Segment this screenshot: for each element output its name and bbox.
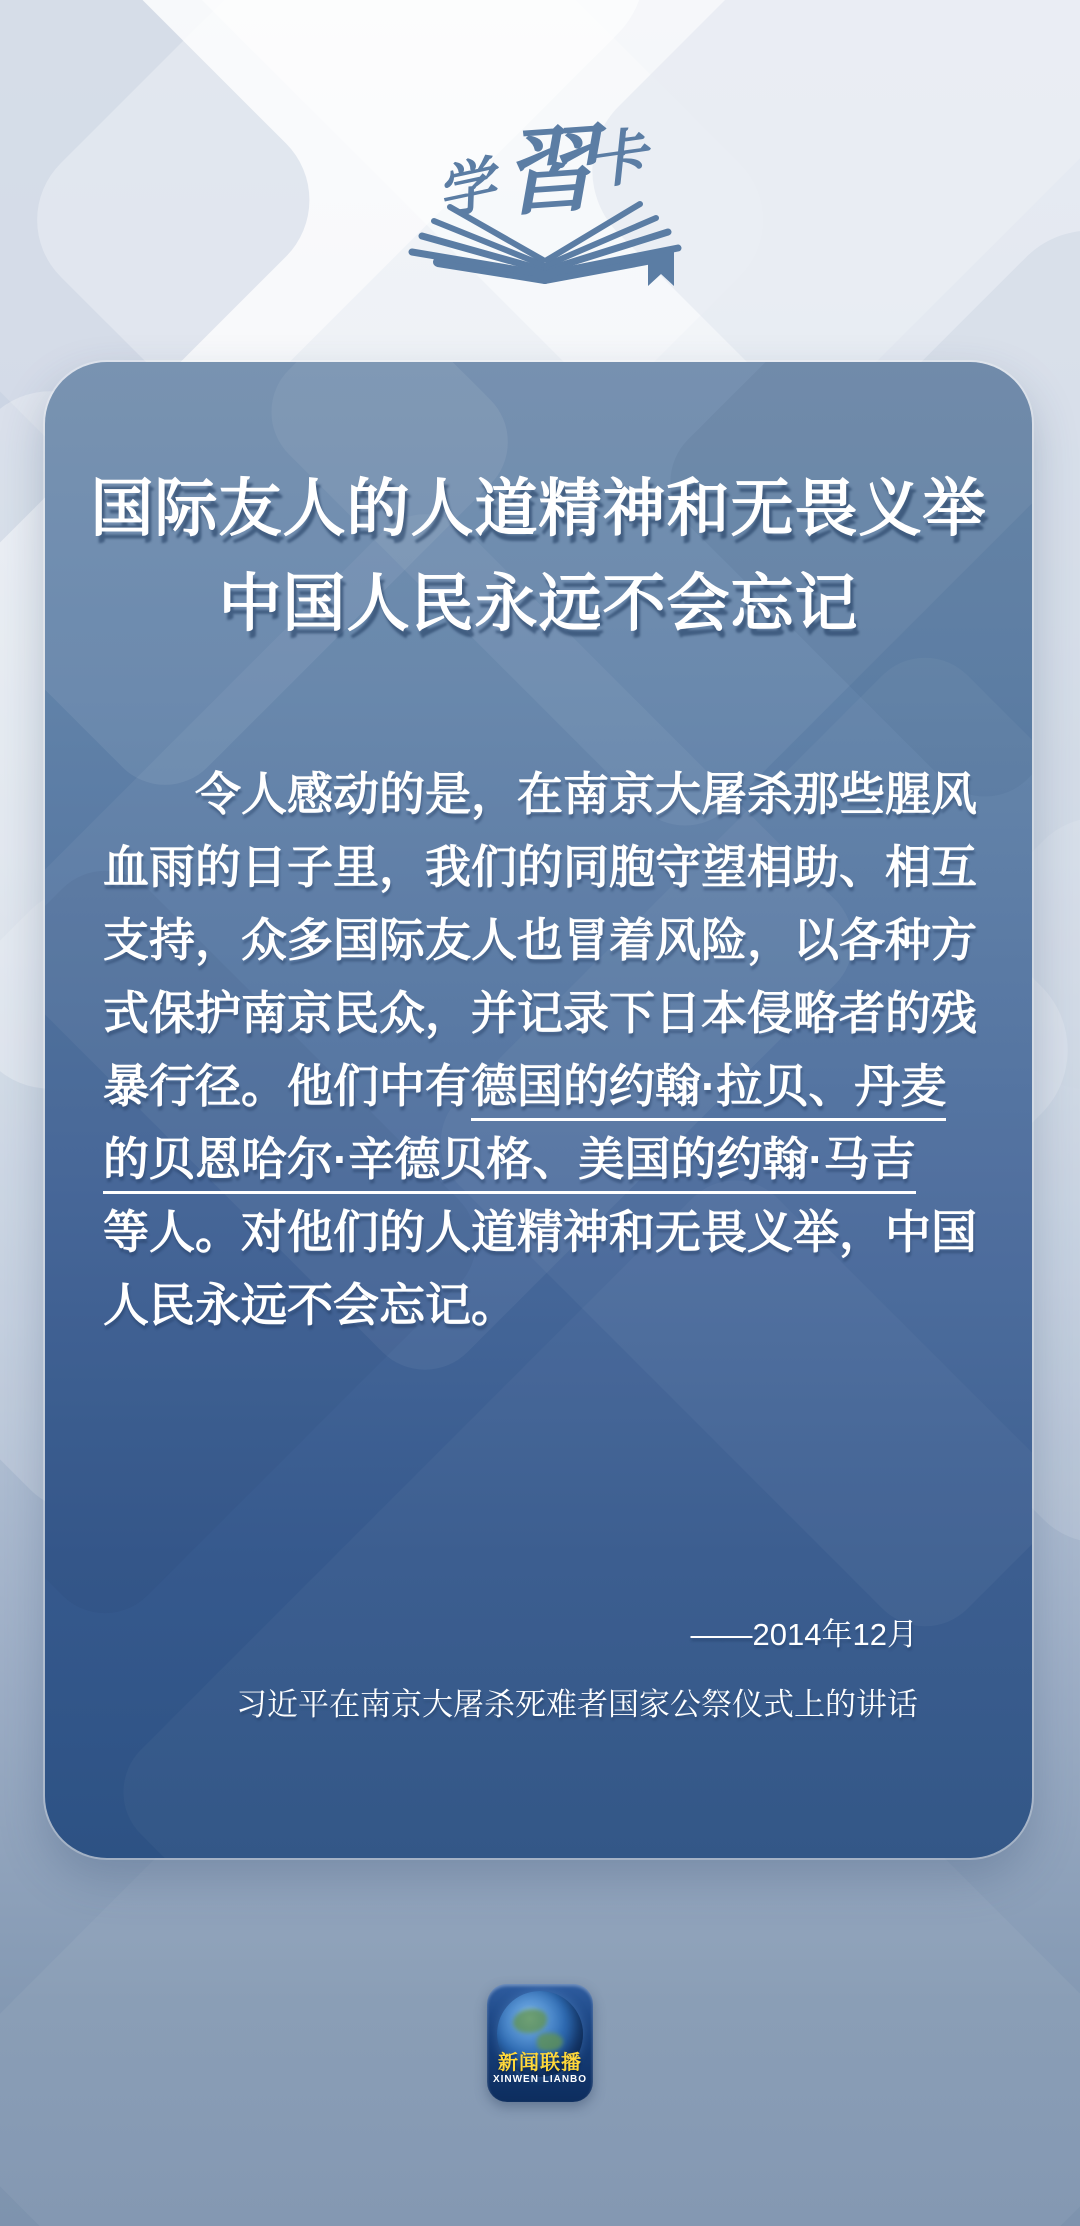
body-text-segment: 人民永远不会忘记。 <box>103 1279 517 1331</box>
app-icon-title-en: XINWEN LIANBO <box>492 2074 588 2085</box>
body-line <box>103 1269 977 1342</box>
logo-char-xi: 習 <box>498 113 601 231</box>
attribution-date: ——2014年12月 <box>690 1617 918 1652</box>
body-line <box>103 831 977 904</box>
xinwen-lianbo-app-icon <box>487 1984 593 2102</box>
body-text-segment: 令人感动的是，在南京大屠杀那些腥风 <box>195 768 977 820</box>
open-book-icon <box>400 176 690 288</box>
body-line <box>103 904 977 977</box>
card-title-line-2: 中国人民永远不会忘记 <box>218 569 859 639</box>
quote-card <box>45 362 1032 1858</box>
underlined-name-text: 德国的约翰·拉贝、丹麦 <box>471 1060 946 1121</box>
logo-char-ka: 卡 <box>582 121 652 199</box>
card-title <box>45 462 1032 652</box>
body-text-segment: 等人。对他们的人道精神和无畏义举，中国 <box>103 1206 977 1258</box>
body-line <box>103 1196 977 1269</box>
body-line <box>103 1050 977 1123</box>
body-line <box>103 977 977 1050</box>
app-icon-title-cn: 新闻联播 <box>498 2052 582 2074</box>
earth-landmass <box>513 2009 547 2033</box>
underlined-name-text: 的贝恩哈尔·辛德贝格、美国的约翰·马吉 <box>103 1133 916 1194</box>
attribution-source: 习近平在南京大屠杀死难者国家公祭仪式上的讲话 <box>236 1687 918 1722</box>
body-line <box>103 758 977 831</box>
body-text-segment: 暴行径。他们中有 <box>103 1060 471 1112</box>
body-paragraph <box>103 758 977 1342</box>
body-line <box>103 1123 977 1196</box>
attribution <box>236 1600 918 1740</box>
body-text-segment: 血雨的日子里，我们的同胞守望相助、相互 <box>103 841 977 893</box>
card-title-line-1: 国际友人的人道精神和无畏义举 <box>90 474 987 544</box>
body-text-segment: 支持，众多国际友人也冒着风险，以各种方 <box>103 914 977 966</box>
xuexi-card-logo <box>400 96 690 291</box>
body-text-segment: 式保护南京民众，并记录下日本侵略者的残 <box>103 987 977 1039</box>
logo-char-xue: 学 <box>430 149 502 229</box>
